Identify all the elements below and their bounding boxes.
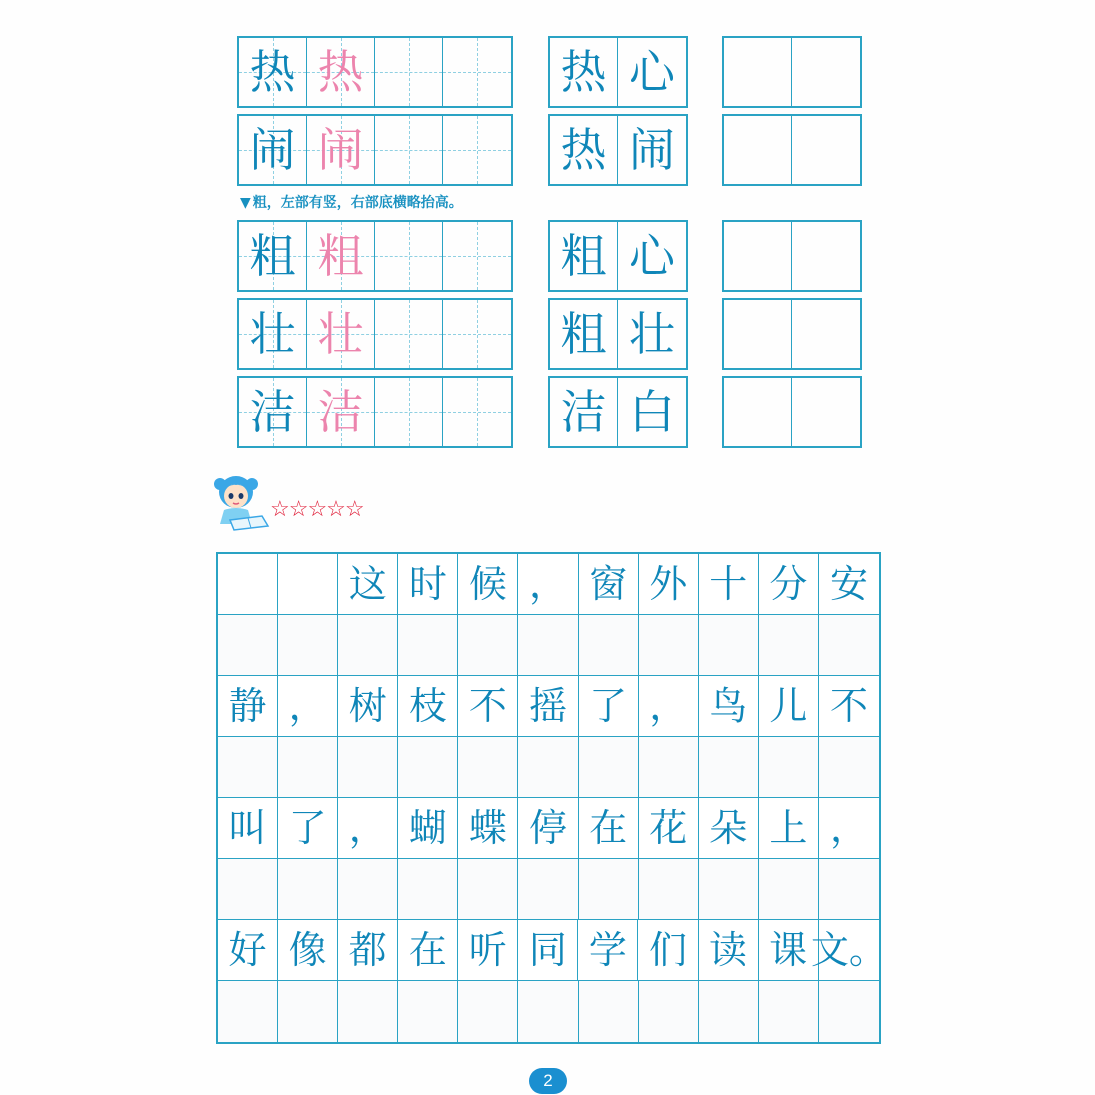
practice-cell[interactable]: [443, 222, 511, 290]
blank-cell[interactable]: [699, 615, 759, 675]
word-cell: [618, 300, 686, 368]
model-char: 闹: [249, 123, 296, 177]
passage-cell: 停: [518, 798, 578, 858]
passage-cell: 分: [759, 554, 819, 614]
blank-cell[interactable]: [458, 615, 518, 675]
blank-cell[interactable]: [218, 981, 278, 1042]
practice-cell[interactable]: [375, 38, 443, 106]
practice-cell[interactable]: [443, 38, 511, 106]
girl-reading-icon: [212, 472, 270, 532]
practice-row-4: [237, 298, 513, 370]
practice-row-1: [237, 36, 513, 108]
blank-cell[interactable]: [724, 116, 792, 184]
practice-cell: [307, 378, 375, 446]
passage-cell: ，: [829, 806, 868, 850]
blank-cell[interactable]: [579, 615, 639, 675]
word-char: 洁: [560, 385, 607, 439]
word-cell: [550, 300, 618, 368]
blank-cell[interactable]: [724, 300, 792, 368]
page-number-badge: 2: [529, 1068, 567, 1094]
model-char: 壮: [249, 307, 296, 361]
word-row-1: [548, 36, 688, 108]
blank-word-row-5: [722, 376, 862, 448]
blank-cell[interactable]: [458, 737, 518, 797]
blank-cell[interactable]: [218, 859, 278, 919]
model-char: 洁: [249, 385, 296, 439]
passage-line-4: [218, 920, 887, 981]
blank-cell[interactable]: [218, 737, 278, 797]
passage-cell: 在: [398, 920, 458, 980]
blank-cell[interactable]: [639, 859, 699, 919]
passage-line-1: [218, 554, 879, 615]
practice-cell: [239, 38, 307, 106]
blank-cell[interactable]: [518, 981, 578, 1042]
practice-cell[interactable]: [443, 378, 511, 446]
blank-cell[interactable]: [218, 615, 278, 675]
word-char: 壮: [629, 307, 675, 361]
blank-cell[interactable]: [759, 737, 819, 797]
trace-char: 粗: [317, 229, 364, 283]
blank-cell[interactable]: [759, 615, 819, 675]
passage-cell: 枝: [398, 676, 458, 736]
blank-cell[interactable]: [819, 981, 879, 1042]
passage-cell: 不: [829, 684, 868, 728]
passage-cell: 候: [458, 554, 518, 614]
passage-cell: 树: [338, 676, 398, 736]
blank-cell[interactable]: [278, 859, 338, 919]
blank-cell[interactable]: [699, 737, 759, 797]
star-rating: ☆☆☆☆☆: [270, 497, 364, 522]
blank-cell[interactable]: [792, 116, 860, 184]
trace-char: 闹: [317, 123, 364, 177]
passage-cell: 鸟: [699, 676, 759, 736]
word-char: 热: [560, 45, 607, 99]
trace-char: 壮: [317, 307, 364, 361]
blank-cell[interactable]: [398, 981, 458, 1042]
blank-line-4: [218, 981, 879, 1042]
blank-cell[interactable]: [518, 615, 578, 675]
blank-cell[interactable]: [759, 859, 819, 919]
passage-cell: 听: [458, 920, 518, 980]
practice-cell: [307, 300, 375, 368]
blank-cell[interactable]: [819, 615, 879, 675]
blank-cell[interactable]: [338, 615, 398, 675]
passage-cell: 们: [638, 920, 698, 980]
passage-cell: 这: [338, 554, 398, 614]
passage-cell: 静: [218, 676, 278, 736]
practice-cell[interactable]: [375, 116, 443, 184]
word-char: 心: [629, 45, 675, 99]
blank-cell[interactable]: [792, 38, 860, 106]
word-cell: [550, 116, 618, 184]
word-char: 热: [560, 123, 607, 177]
blank-cell[interactable]: [579, 859, 639, 919]
passage-cell: ，: [639, 676, 699, 736]
passage-cell: 时: [398, 554, 458, 614]
model-char: 热: [249, 45, 296, 99]
word-cell: [618, 116, 686, 184]
blank-cell[interactable]: [699, 859, 759, 919]
blank-cell[interactable]: [518, 737, 578, 797]
practice-row-3: [237, 220, 513, 292]
word-char: 粗: [560, 229, 607, 283]
word-char: 白: [629, 385, 675, 439]
blank-cell[interactable]: [724, 378, 792, 446]
stroke-tip: [240, 192, 463, 212]
blank-cell[interactable]: [639, 615, 699, 675]
blank-line-1: [218, 615, 879, 676]
tip-text: 粗，左部有竖，右部底横略抬高。: [252, 195, 463, 211]
blank-cell[interactable]: [792, 300, 860, 368]
trace-char: 洁: [317, 385, 364, 439]
passage-cell: 外: [639, 554, 699, 614]
practice-cell[interactable]: [443, 300, 511, 368]
passage-cell: 同: [518, 920, 578, 980]
trace-char: 热: [317, 45, 364, 99]
word-cell: [618, 38, 686, 106]
blank-cell[interactable]: [819, 737, 879, 797]
blank-cell[interactable]: [699, 981, 759, 1042]
passage-cell: 了: [278, 798, 338, 858]
blank-cell[interactable]: [398, 859, 458, 919]
practice-cell: [307, 38, 375, 106]
blank-cell[interactable]: [639, 981, 699, 1042]
blank-cell[interactable]: [278, 615, 338, 675]
passage-cell: 好: [218, 920, 278, 980]
blank-cell[interactable]: [458, 859, 518, 919]
practice-cell[interactable]: [375, 378, 443, 446]
blank-cell[interactable]: [792, 222, 860, 290]
blank-cell[interactable]: [724, 38, 792, 106]
word-char: 心: [629, 229, 675, 283]
practice-cell: [239, 222, 307, 290]
passage-cell: 安: [829, 562, 868, 606]
practice-row-2: [237, 114, 513, 186]
passage-cell: 了: [579, 676, 639, 736]
passage-line-2: [218, 676, 879, 737]
passage-cell: 窗: [579, 554, 639, 614]
passage-cell: 朵: [699, 798, 759, 858]
passage-cell: 像: [278, 920, 338, 980]
word-row-4: [548, 298, 688, 370]
passage-cell: 不: [458, 676, 518, 736]
passage-cell: 蝴: [398, 798, 458, 858]
triangle-marker-icon: ▼: [240, 195, 251, 211]
word-cell: [618, 378, 686, 446]
passage-cell: 十: [699, 554, 759, 614]
blank-word-row-4: [722, 298, 862, 370]
blank-word-row-3: [722, 220, 862, 292]
blank-cell[interactable]: [398, 615, 458, 675]
passage-cell: [278, 554, 338, 614]
practice-row-5: [237, 376, 513, 448]
practice-cell[interactable]: [375, 222, 443, 290]
word-cell: [550, 378, 618, 446]
passage-cell: 课: [759, 920, 819, 980]
word-char: 粗: [560, 307, 607, 361]
passage-cell: 叫: [218, 798, 278, 858]
blank-cell[interactable]: [338, 981, 398, 1042]
word-cell: [550, 38, 618, 106]
passage-cell: 摇: [518, 676, 578, 736]
passage-cell: 学: [578, 920, 638, 980]
blank-cell[interactable]: [579, 981, 639, 1042]
passage-cell: 儿: [759, 676, 819, 736]
blank-cell[interactable]: [792, 378, 860, 446]
practice-cell: [307, 116, 375, 184]
blank-line-2: [218, 737, 879, 798]
blank-cell[interactable]: [518, 859, 578, 919]
blank-cell[interactable]: [398, 737, 458, 797]
passage-cell: 读: [699, 920, 759, 980]
blank-cell[interactable]: [338, 859, 398, 919]
blank-cell[interactable]: [458, 981, 518, 1042]
word-row-5: [548, 376, 688, 448]
word-row-2: [548, 114, 688, 186]
word-row-3: [548, 220, 688, 292]
word-char: 闹: [629, 123, 675, 177]
practice-cell: [307, 222, 375, 290]
passage-line-3: [218, 798, 879, 859]
blank-cell[interactable]: [724, 222, 792, 290]
passage-cell: ，: [518, 554, 578, 614]
practice-cell: [239, 300, 307, 368]
passage-cell: 在: [579, 798, 639, 858]
word-cell: [550, 222, 618, 290]
blank-word-row-1: [722, 36, 862, 108]
passage-cell: [218, 554, 278, 614]
practice-cell[interactable]: [443, 116, 511, 184]
blank-cell[interactable]: [278, 981, 338, 1042]
blank-cell[interactable]: [579, 737, 639, 797]
practice-cell: [239, 378, 307, 446]
practice-cell: [239, 116, 307, 184]
blank-cell[interactable]: [278, 737, 338, 797]
passage-cell: ，: [278, 676, 338, 736]
passage-cell: 都: [338, 920, 398, 980]
passage-cell: 花: [639, 798, 699, 858]
blank-cell[interactable]: [819, 859, 879, 919]
practice-cell[interactable]: [375, 300, 443, 368]
blank-word-row-2: [722, 114, 862, 186]
passage-cell: ，: [338, 798, 398, 858]
passage-cell: 上: [759, 798, 819, 858]
blank-cell[interactable]: [338, 737, 398, 797]
blank-cell[interactable]: [759, 981, 819, 1042]
passage-cell: 蝶: [458, 798, 518, 858]
model-char: 粗: [249, 229, 296, 283]
passage-grid: [216, 552, 887, 1044]
passage-cell: 文。: [810, 928, 887, 972]
blank-cell[interactable]: [639, 737, 699, 797]
blank-line-3: [218, 859, 879, 920]
word-cell: [618, 222, 686, 290]
